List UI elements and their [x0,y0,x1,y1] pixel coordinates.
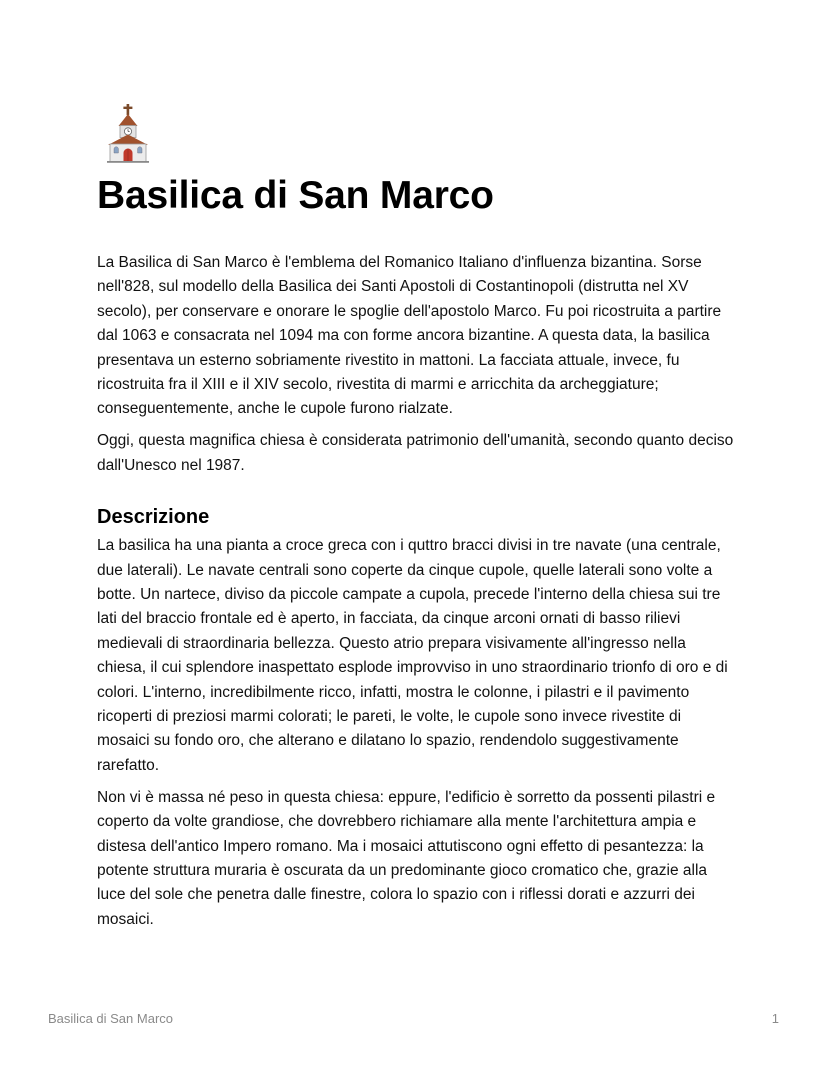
page-title: Basilica di San Marco [97,174,494,217]
intro-paragraph: Oggi, questa magnifica chiesa è considerata patrimonio dell'umanità, secondo quanto deciso dall'Unesco nel 1987. [97,432,734,474]
section-heading: Descrizione [97,506,210,529]
church-icon [104,103,152,163]
page-number: 1 [771,1011,779,1026]
footer-title: Basilica di San Marco [48,1011,173,1026]
section-paragraph: La basilica ha una pianta a croce greca con i quttro bracci divisi in tre navate (una centrale, due laterali). Le navate centrali sono coperte da cinque cupole, quelle laterali sono volte a botte. Un nartece, diviso da piccole campate a cupola, precede l'interno della chiesa sui tre lati del braccio frontale ed è aperto, in facciata, da cinque arconi ornati di basso rilievi medievali di straordinaria bellezza. Questo atrio prepara visivamente all'ingresso nella chiesa, il cui splendore inaspettato esplode improvviso in uno straordinario trionfo di oro e di colori. L'interno, incredibilmente ricco, infatti, mostra le colonne, i pilastri e il pavimento ricoperti di preziosi marmi colorati; le pareti, le volte, le cupole sono invece rivestite di mosaici su fondo oro, che alterano e dilatano lo spazio, rendendolo suggestivamente rarefatto. [97,537,728,774]
intro-paragraph: La Basilica di San Marco è l'emblema del Romanico Italiano d'influenza bizantina. Sorse nell'828, sul modello della Basilica dei Santi Apostoli di Costantinopoli (distrutta nel XV secolo), per conservare e onorare le spoglie dell'apostolo Marco. Fu poi ricostruita a partire dal 1063 e consacrata nel 1094 ma con forme ancora bizantine. A questa data, la basilica presentava un esterno sobriamente rivestito in mattoni. La facciata attuale, invece, fu ricostruita fra il XIII e il XIV secolo, rivestita di marmi e arricchita da archeggiature; conseguentemente, anche le cupole furono rialzate. [97,254,722,418]
section-paragraph: Non vi è massa né peso in questa chiesa: eppure, l'edificio è sorretto da possenti pilastri e coperto da volte grandiose, che dovrebbero richiamare alla mente l'architettura ampia e distesa dell'antico Impero romano. Ma i mosaici attutiscono ogni effetto di pesantezza: la potente struttura muraria è oscurata da un predominante gioco cromatico che, grazie alla luce del sole che penetra dalle finestre, colora lo spazio con i riflessi dorati e azzurri dei mosaici. [97,788,716,928]
document-body [97,251,737,940]
